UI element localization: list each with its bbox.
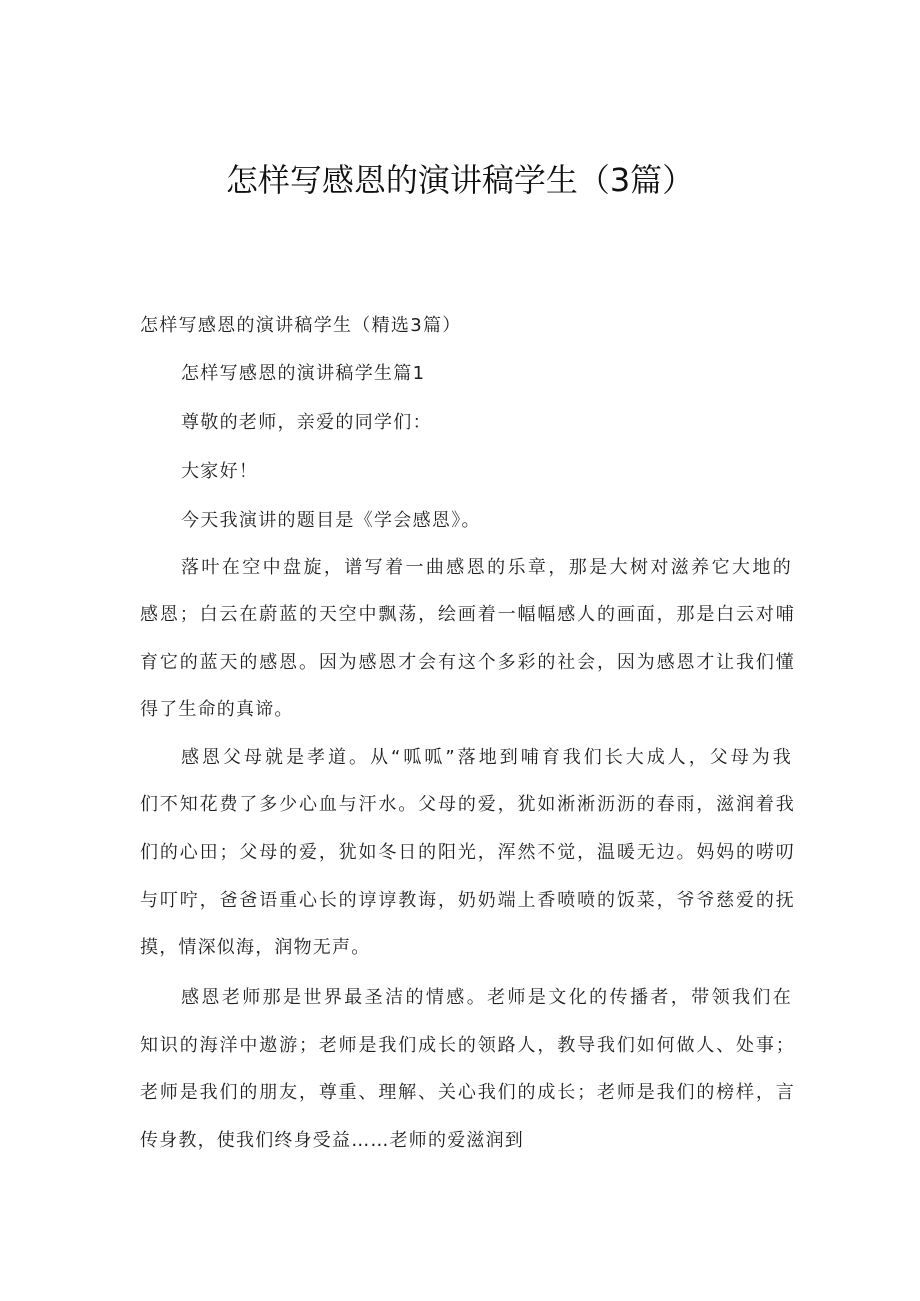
paragraph-3-line-1: 感恩老师那是世界最圣洁的情感。老师是文化的传播者，带领我们在 [181, 987, 792, 1008]
hello-line: 大家好！ [181, 461, 259, 482]
paragraph-2-line-5: 摸，情深似海，润物无声。 [140, 937, 371, 958]
section-heading: 怎样写感恩的演讲稿学生篇1 [181, 363, 426, 384]
document-subtitle: 怎样写感恩的演讲稿学生（精选3篇） [140, 315, 462, 336]
paragraph-1-line-1: 落叶在空中盘旋，谱写着一曲感恩的乐章，那是大树对滋养它大地的 [181, 557, 792, 578]
intro-line: 今天我演讲的题目是《学会感恩》。 [181, 510, 481, 531]
paragraph-2-line-4: 与叮咛，爸爸语重心长的谆谆教诲，奶奶端上香喷喷的饭菜，爷爷慈爱的抚 [140, 890, 795, 911]
greeting-line: 尊敬的老师，亲爱的同学们： [181, 412, 432, 433]
paragraph-1-line-2: 感恩；白云在蔚蓝的天空中飘荡，绘画着一幅幅感人的画面，那是白云对哺 [140, 604, 795, 625]
paragraph-2-line-2: 们不知花费了多少心血与汗水。父母的爱，犹如淅淅沥沥的春雨，滋润着我 [140, 794, 795, 815]
paragraph-3-line-2: 知识的海洋中遨游；老师是我们成长的领路人，教导我们如何做人、处事； [140, 1035, 795, 1056]
paragraph-3-line-3: 老师是我们的朋友，尊重、理解、关心我们的成长；老师是我们的榜样，言 [140, 1082, 795, 1103]
paragraph-2-line-1: 感恩父母就是孝道。从“呱呱”落地到哺育我们长大成人，父母为我 [181, 747, 792, 768]
paragraph-1-line-3: 育它的蓝天的感恩。因为感恩才会有这个多彩的社会，因为感恩才让我们懂 [140, 652, 795, 673]
document-title: 怎样写感恩的演讲稿学生（3篇） [225, 161, 695, 199]
paragraph-1-line-4: 得了生命的真谛。 [140, 699, 294, 720]
paragraph-2-line-3: 们的心田；父母的爱，犹如冬日的阳光，浑然不觉，温暖无边。妈妈的唠叨 [140, 842, 795, 863]
paragraph-3-line-4: 传身教，使我们终身受益……老师的爱滋润到 [140, 1130, 524, 1151]
